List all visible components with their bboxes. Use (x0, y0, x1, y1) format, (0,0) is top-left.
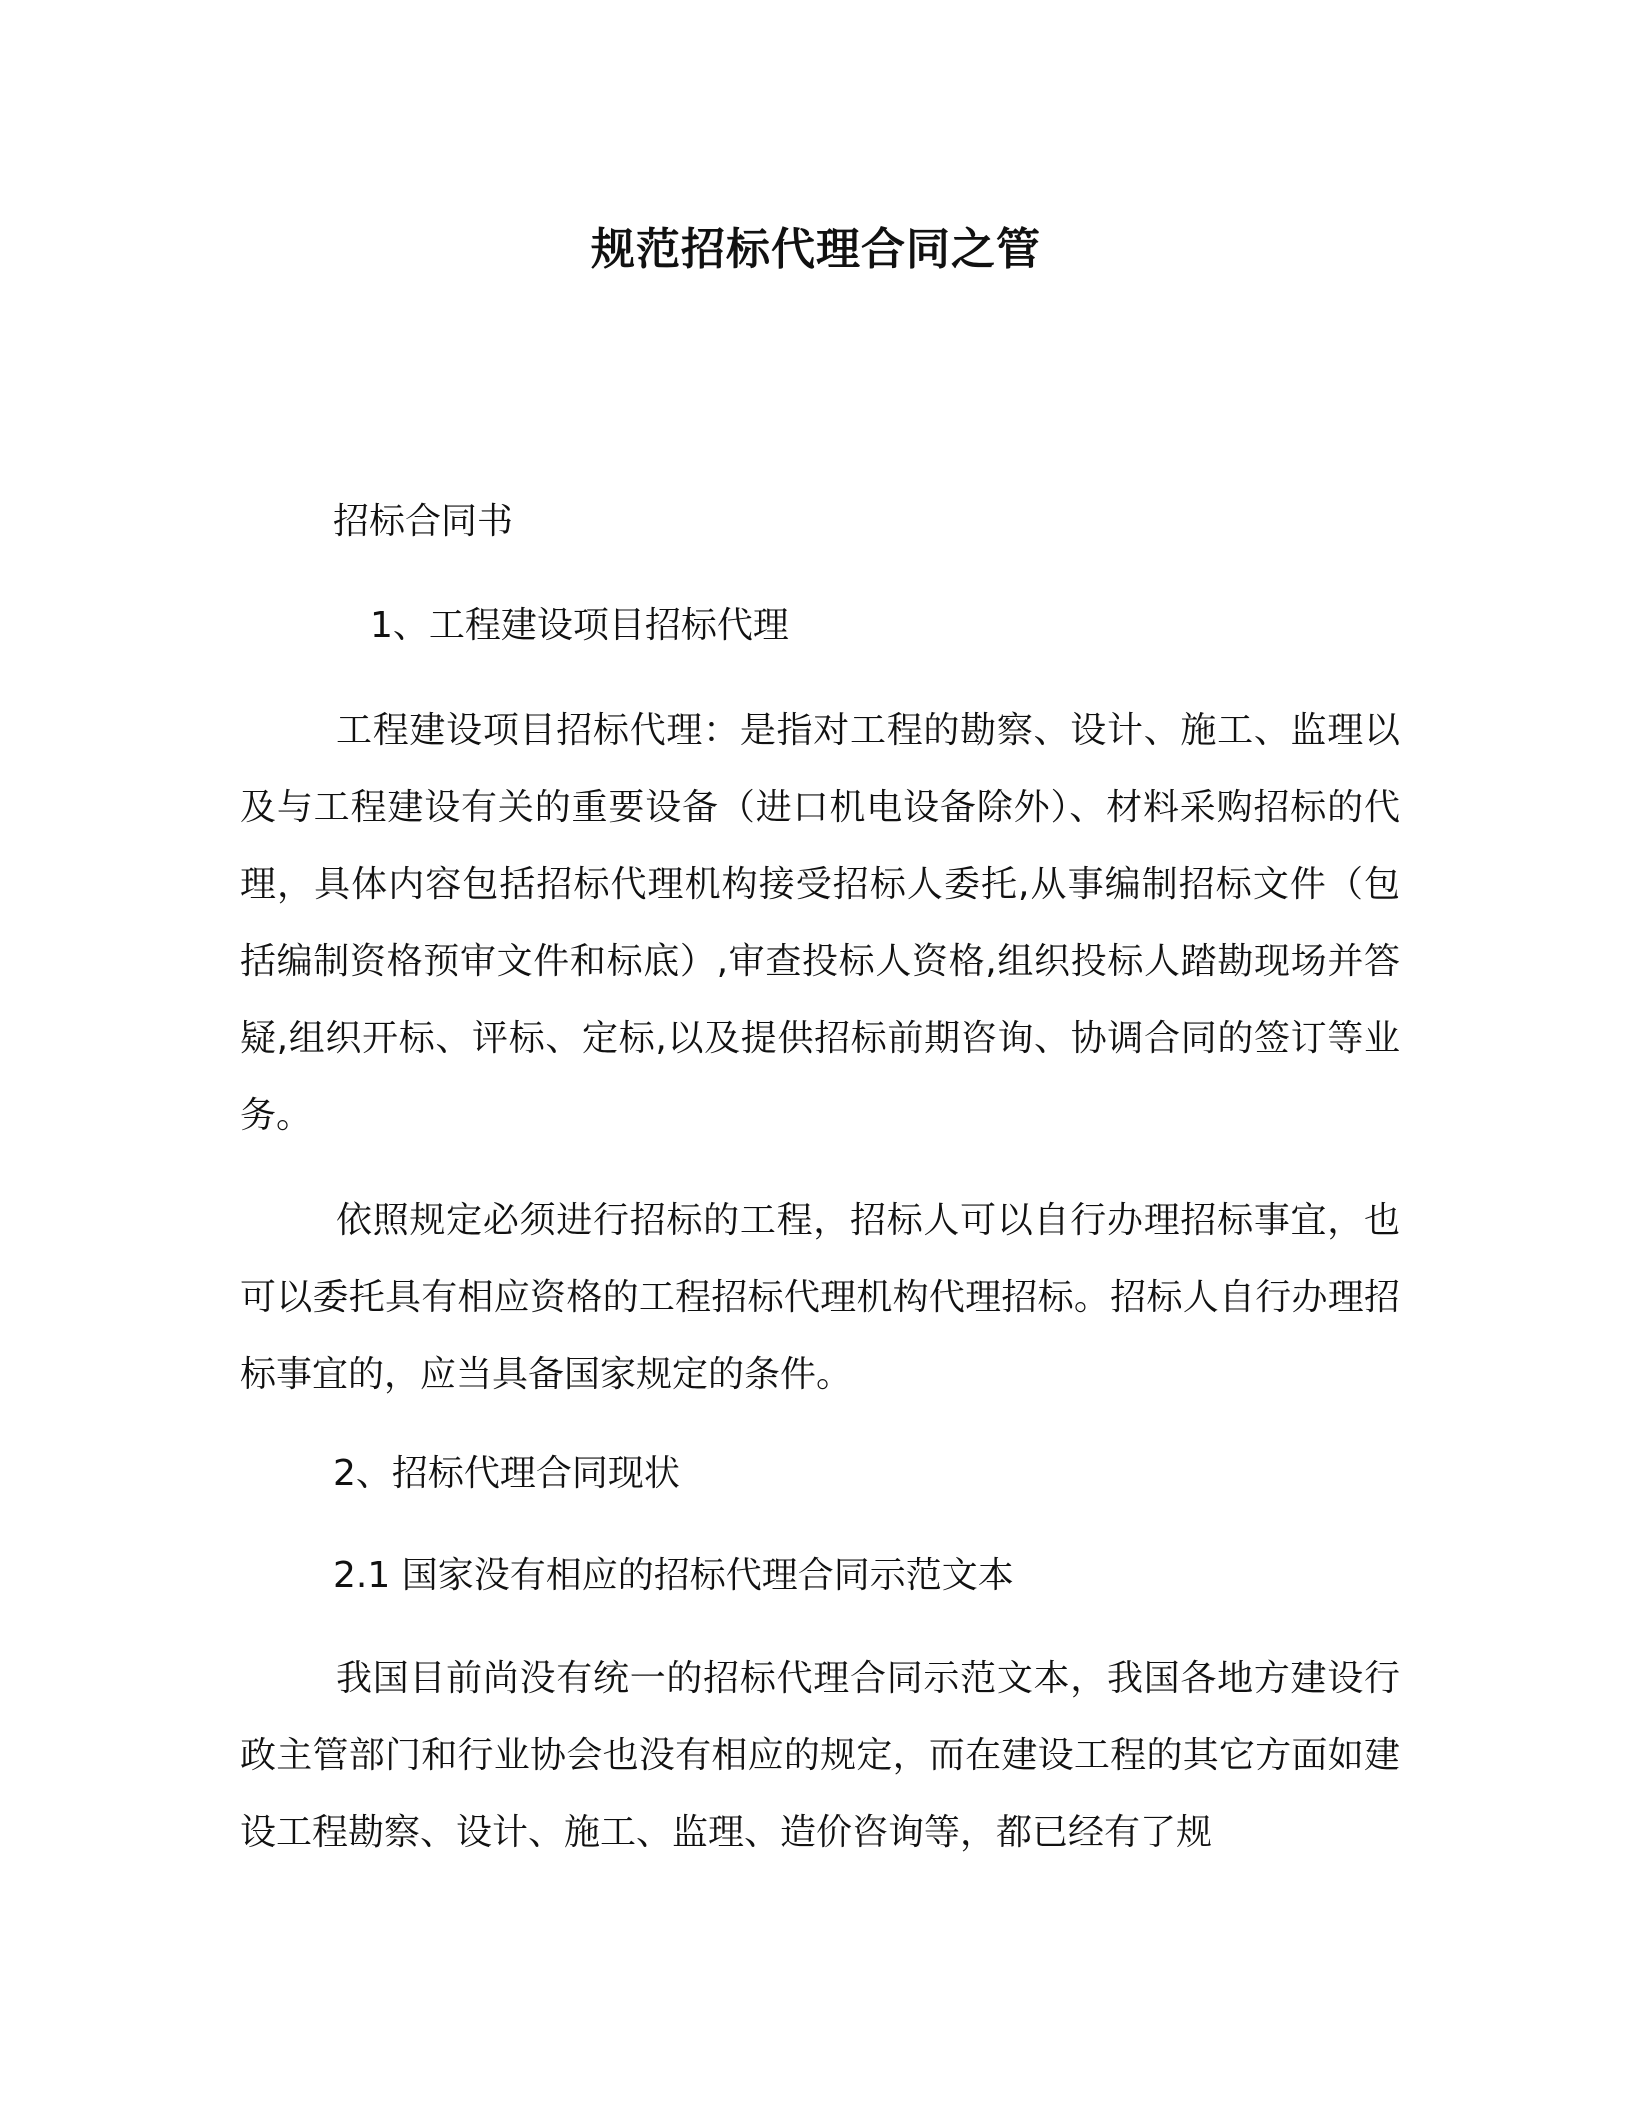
paragraph-1: 工程建设项目招标代理：是指对工程的勘察、设计、施工、监理以及与工程建设有关的重要设备（进口机电设备除外）、材料采购招标的代理，具体内容包括招标代理机构接受招标人委托,从事编制招标文件（包括编制资格预审文件和标底）,审查投标人资格,组织投标人踏勘现场并答疑,组织开标、评标、定标,以及提供招标前期咨询、协调合同的签订等业务。 (240, 710, 1400, 1136)
heading-1: 1、工程建设项目招标代理 (370, 605, 789, 646)
heading-2: 2、招标代理合同现状 (333, 1453, 680, 1494)
section-contract-label: 招标合同书 (333, 501, 514, 542)
document-title: 规范招标代理合同之管 (591, 224, 1041, 275)
paragraph-2: 依照规定必须进行招标的工程，招标人可以自行办理招标事宜，也可以委托具有相应资格的工程招标代理机构代理招标。招标人自行办理招标事宜的，应当具备国家规定的条件。 (240, 1200, 1400, 1395)
paragraph-3: 我国目前尚没有统一的招标代理合同示范文本，我国各地方建设行政主管部门和行业协会也没有相应的规定，而在建设工程的其它方面如建设工程勘察、设计、施工、监理、造价咨询等，都已经有了规 (240, 1658, 1400, 1853)
heading-2-1: 2.1 国家没有相应的招标代理合同示范文本 (333, 1555, 1014, 1596)
